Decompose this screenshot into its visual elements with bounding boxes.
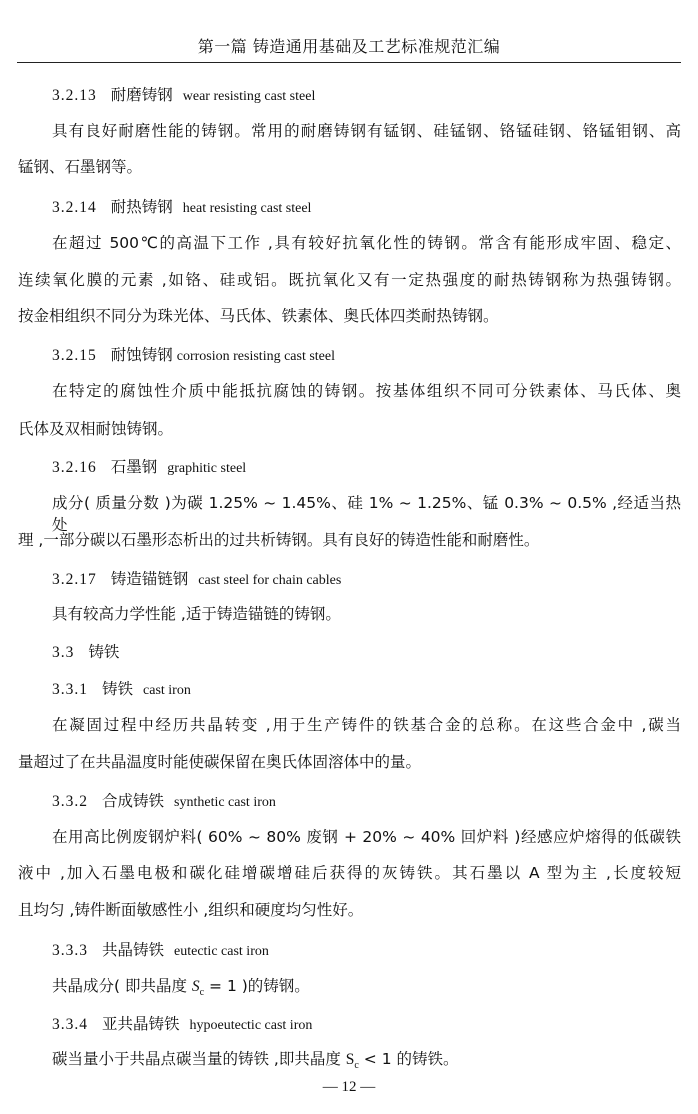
symbol-subscript: c — [354, 1060, 359, 1072]
section-heading — [52, 641, 681, 664]
paragraph-line: 在超过 500℃的高温下工作 ,具有较好抗氧化性的铸钢。常含有能形成牢固、稳定、 — [52, 234, 681, 252]
section-number: 3.3.4 — [52, 1016, 88, 1033]
text-segment: = 1 )的铸钢。 — [204, 977, 310, 995]
section-number: 3.2.13 — [52, 87, 97, 104]
symbol: S — [345, 1051, 355, 1068]
section-title-en: corrosion resisting cast steel — [176, 349, 336, 364]
section-title-en: wear resisting cast steel — [182, 89, 316, 104]
page-number: — 12 — — [322, 1079, 376, 1095]
section-heading — [52, 456, 681, 480]
section-title: 耐蚀铸钢 — [110, 346, 173, 364]
section-title: 合成铸铁 — [102, 792, 165, 810]
section-title: 铸铁 — [102, 680, 134, 698]
section-heading — [52, 568, 681, 592]
paragraph-line: 锰钢、石墨钢等。 — [18, 158, 143, 176]
section-number: 3.2.17 — [52, 571, 97, 588]
symbol: S — [191, 978, 200, 995]
symbol-subscript: c — [199, 987, 205, 999]
text-segment: 共晶成分( 即共晶度 — [52, 977, 192, 995]
section-title: 共晶铸铁 — [102, 941, 165, 959]
section-title-en: synthetic cast iron — [174, 795, 276, 810]
section-heading — [52, 1013, 681, 1037]
paragraph-line — [52, 975, 681, 1004]
section-number: 3.3.3 — [52, 942, 88, 959]
paragraph-line: 液中 ,加入石墨电极和碳化硅增碳增硅后获得的灰铸铁。其石墨以 A 型为主 ,长度较短 — [18, 864, 681, 882]
paragraph-line: 连续氧化膜的元素 ,如铬、硅或铝。既抗氧化又有一定热强度的耐热铸钢称为热强铸钢。 — [18, 271, 681, 289]
paragraph-line: 且均匀 ,铸件断面敏感性小 ,组织和硬度均匀性好。 — [18, 901, 364, 919]
paragraph-line: 理 ,一部分碳以石墨形态析出的过共析铸钢。具有良好的铸造性能和耐磨性。 — [18, 531, 540, 549]
section-number: 3.2.15 — [52, 347, 97, 364]
section-title: 铸铁 — [88, 643, 120, 661]
paragraph-line: 在用高比例废钢炉料( 60% ~ 80% 废钢 + 20% ~ 40% 回炉料 )经感应炉熔得的低碳铁 — [52, 828, 681, 846]
section-title: 石墨钢 — [110, 458, 158, 476]
section-heading — [52, 344, 681, 368]
section-heading — [52, 939, 681, 963]
section-title: 亚共晶铸铁 — [102, 1015, 180, 1033]
section-title-en: cast iron — [143, 683, 191, 698]
section-title-en: cast steel for chain cables — [198, 573, 342, 588]
text-segment: 碳当量小于共晶点碳当量的铸铁 ,即共晶度 — [52, 1050, 346, 1068]
section-heading — [52, 790, 681, 814]
paragraph-line: 氏体及双相耐蚀铸钢。 — [18, 420, 174, 438]
paragraph-line — [52, 1048, 681, 1077]
paragraph-line: 具有良好耐磨性能的铸钢。常用的耐磨铸钢有锰钢、硅锰钢、铬锰硅钢、铬锰钼钢、高 — [52, 122, 681, 140]
section-title-en: graphitic steel — [167, 461, 247, 476]
paragraph-line: 在凝固过程中经历共晶转变 ,用于生产铸件的铁基合金的总称。在这些合金中 ,碳当 — [52, 716, 681, 734]
section-heading — [52, 196, 681, 220]
section-heading — [52, 84, 681, 108]
section-title-en: heat resisting cast steel — [182, 201, 312, 216]
paragraph-line: 按金相组织不同分为珠光体、马氏体、铁素体、奥氏体四类耐热铸钢。 — [18, 307, 499, 325]
paragraph-line: 具有较高力学性能 ,适于铸造锚链的铸钢。 — [52, 605, 341, 623]
section-number: 3.2.16 — [52, 459, 97, 476]
section-title: 铸造锚链钢 — [110, 570, 189, 588]
section-heading — [52, 678, 681, 702]
section-number: 3.2.14 — [52, 199, 97, 216]
section-title: 耐磨铸钢 — [110, 86, 173, 104]
paragraph-line: 量超过了在共晶温度时能使碳保留在奥氏体固溶体中的量。 — [18, 753, 422, 771]
section-title: 耐热铸钢 — [110, 198, 173, 216]
paragraph-line: 在特定的腐蚀性介质中能抵抗腐蚀的铸钢。按基体组织不同可分铁素体、马氏体、奥 — [52, 382, 681, 400]
section-number: 3.3 — [52, 644, 75, 661]
paragraph-line: 成分( 质量分数 )为碳 1.25% ~ 1.45%、硅 1% ~ 1.25%、锰 0.3% ~ 0.5% ,经适当热处 — [52, 494, 681, 534]
running-header: 第一篇 铸造通用基础及工艺标准规范汇编 — [197, 37, 501, 56]
section-number: 3.3.2 — [52, 793, 88, 810]
section-number: 3.3.1 — [52, 681, 88, 698]
section-title-en: hypoeutectic cast iron — [189, 1018, 313, 1033]
section-title-en: eutectic cast iron — [174, 944, 269, 959]
header-rule — [17, 62, 681, 63]
text-segment: < 1 的铸铁。 — [358, 1050, 459, 1068]
